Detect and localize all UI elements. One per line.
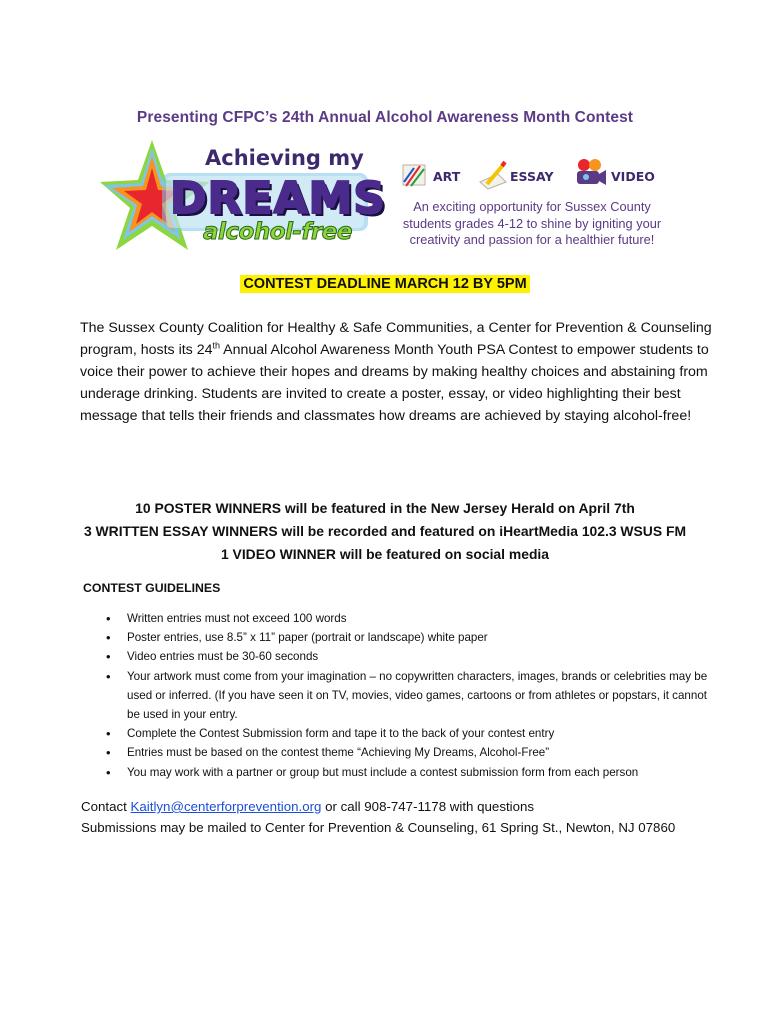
contact-block	[81, 796, 675, 838]
category-video-label: VIDEO	[611, 169, 655, 184]
guideline-item: • You may work with a partner or group but must include a contest submission form from each person	[108, 763, 718, 782]
deadline-wrap	[0, 275, 770, 293]
guideline-item: • Video entries must be 30-60 seconds	[108, 647, 718, 666]
contact-prefix: Contact	[81, 799, 131, 814]
contact-suffix: or call 908-747-1178 with questions	[321, 799, 535, 814]
intro-paragraph	[80, 317, 720, 427]
intro-superscript: th	[212, 340, 220, 351]
winner-line-video: 1 VIDEO WINNER will be featured on social media	[220, 546, 550, 562]
intro-text-part1: The Sussex County Coalition for Healthy & Safe Communities, a Center for Prevention & Counseling program, hosts its 24	[80, 320, 712, 358]
email-link[interactable]: Kaitlyn@centerforprevention.org	[130, 799, 322, 814]
category-essay-label: ESSAY	[510, 169, 554, 184]
tagline: An exciting opportunity for Sussex County students grades 4-12 to shine by igniting your creativity and passion for a healthier future!	[402, 199, 662, 247]
contact-line	[81, 796, 675, 817]
winner-line-poster: 10 POSTER WINNERS will be featured in the New Jersey Herald on April 7th	[135, 500, 635, 516]
winner-line-essay: 3 WRITTEN ESSAY WINNERS will be recorded and featured on iHeartMedia 102.3 WSUS FM	[83, 523, 687, 539]
guideline-item: • Complete the Contest Submission form and tape it to the back of your contest entry	[108, 724, 718, 743]
guideline-item: • Entries must be based on the contest theme “Achieving My Dreams, Alcohol-Free”	[108, 743, 718, 762]
guideline-item: • Written entries must not exceed 100 words	[108, 609, 718, 628]
contest-deadline: CONTEST DEADLINE MARCH 12 BY 5PM	[240, 275, 529, 293]
guidelines-list	[108, 609, 718, 782]
paintbrush-icon	[400, 160, 430, 190]
mailing-address-line: Submissions may be mailed to Center for Prevention & Counseling, 61 Spring St., Newton, NJ 07860	[81, 820, 676, 835]
category-art-label: ART	[433, 169, 461, 184]
logo-line-dreams: DREAMS	[170, 173, 386, 224]
guideline-item: • Poster entries, use 8.5” x 11” paper (portrait or landscape) white paper	[108, 628, 718, 647]
winners-block	[0, 497, 770, 566]
header-title: Presenting CFPC’s 24th Annual Alcohol Awareness Month Contest	[136, 109, 634, 126]
video-camera-icon	[573, 156, 607, 190]
guideline-item: • Your artwork must come from your imagination – no copywritten characters, images, brands or celebrities may be used or inferred. (If you have seen it on TV, movies, video games, cartoons or from athletes or popstars, it cannot be used in your entry.	[108, 667, 718, 725]
pencil-paper-icon	[478, 160, 508, 190]
logo-line-alcohol-free: alcohol-free	[203, 219, 352, 245]
intro-text-part2: Annual Alcohol Awareness Month Youth PSA Contest to empower students to voice their power to achieve their hopes and dreams by making healthy choices and abstaining from underage drinking. Students are invited to create a poster, essay, or video highlighting their best message that tells their friends and classmates how dreams are achieved by staying alcohol-free!	[80, 342, 709, 424]
logo-line-achieving: Achieving my	[205, 146, 364, 170]
guidelines-title: CONTEST GUIDELINES	[83, 581, 221, 595]
